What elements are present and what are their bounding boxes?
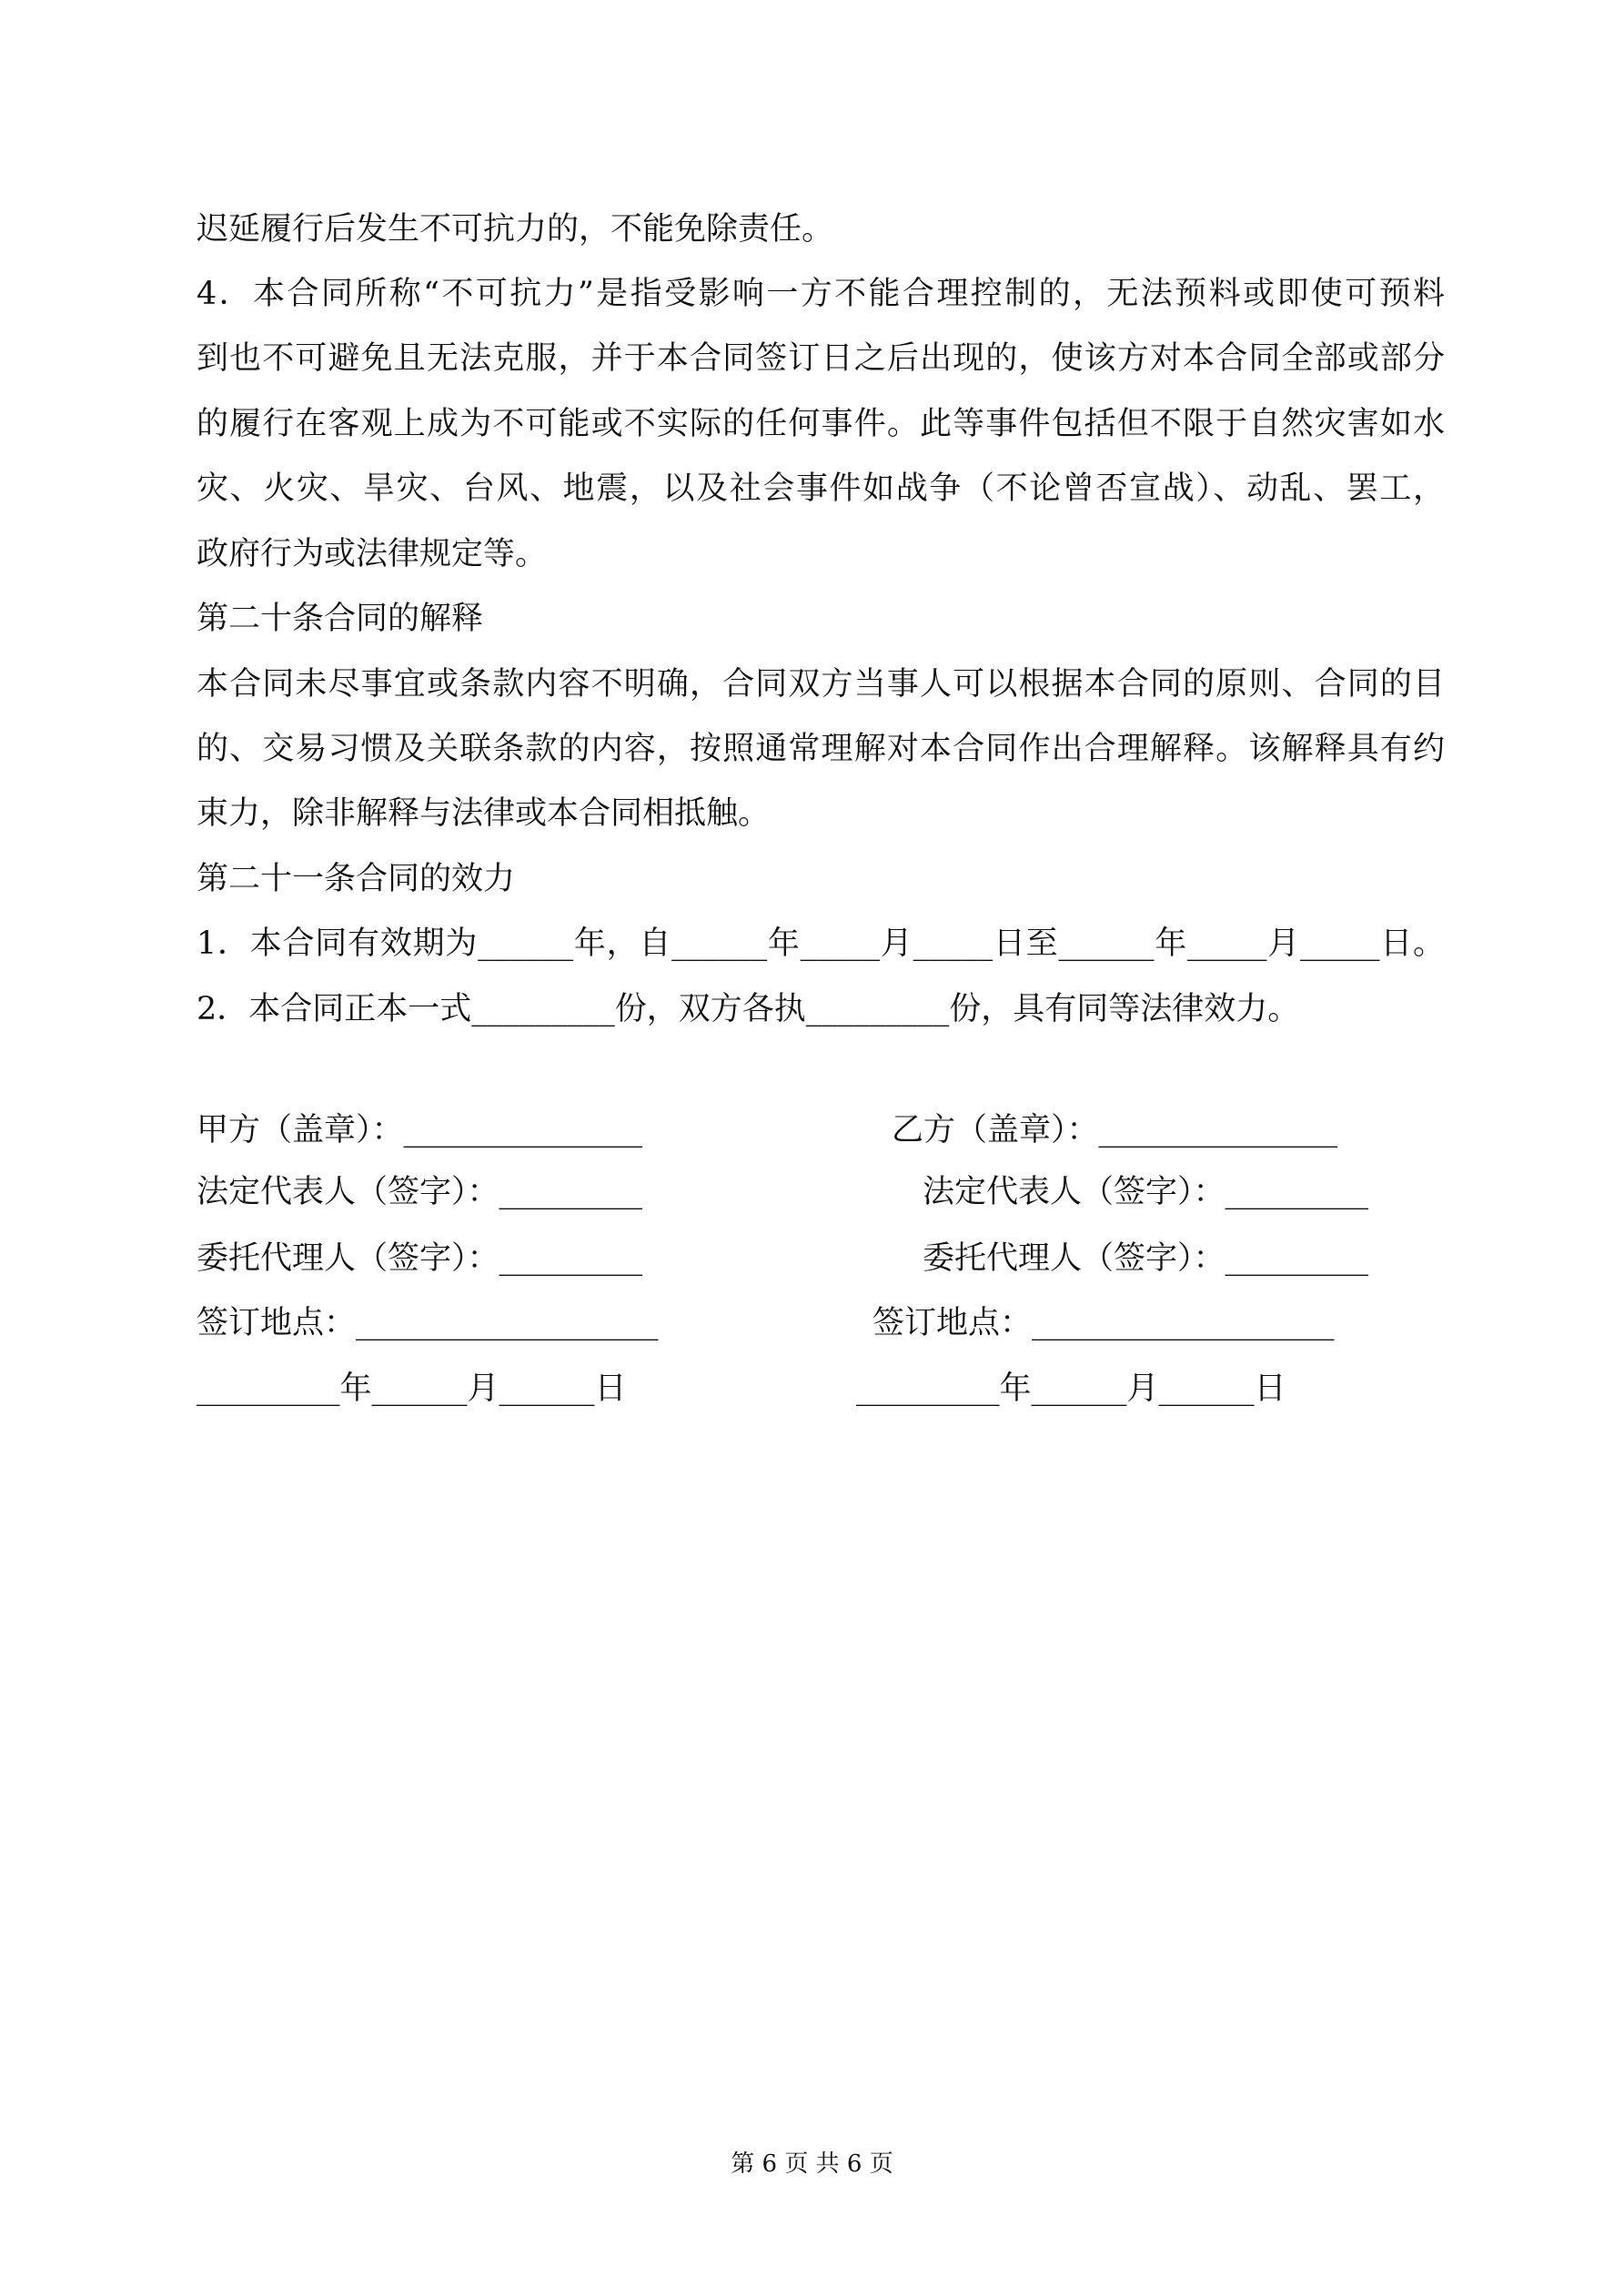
paragraph-line: 束力，除非解释与法律或本合同相抵触。 xyxy=(197,795,771,832)
paragraph-line: 4．本合同所称“不可抗力”是指受影响一方不能合理控制的，无法预料或即使可预料 xyxy=(197,276,1445,312)
section-heading: 第二十条合同的解释 xyxy=(197,601,484,637)
party-b-date-field: _________年______月______日 xyxy=(856,1371,1286,1407)
paragraph-line: 到也不可避免且无法克服，并于本合同签订日之后出现的，使该方对本合同全部或部分 xyxy=(197,340,1445,377)
section-heading: 第二十一条合同的效力 xyxy=(197,861,516,897)
paragraph-line: 的履行在客观上成为不可能或不实际的任何事件。此等事件包括但不限于自然灾害如水 xyxy=(197,406,1445,442)
party-a-seal-field: 甲方（盖章）：_______________ xyxy=(197,1112,643,1148)
party-a-place-field: 签订地点：___________________ xyxy=(197,1305,659,1341)
paragraph-line: 2．本合同正本一式_________份，双方各执_________份，具有同等法律效力。 xyxy=(197,991,1300,1027)
party-b-place-field: 签订地点：___________________ xyxy=(873,1305,1335,1341)
party-b-agent-field: 委托代理人（签字）：_________ xyxy=(923,1240,1369,1277)
party-a-agent-field: 委托代理人（签字）：_________ xyxy=(197,1240,643,1277)
party-b-seal-field: 乙方（盖章）：_______________ xyxy=(892,1112,1338,1148)
paragraph-line: 政府行为或法律规定等。 xyxy=(197,536,548,572)
paragraph-line: 1．本合同有效期为______年，自______年_____月_____日至______年_____月_____日。 xyxy=(197,925,1445,962)
page-number: 第 6 页 共 6 页 xyxy=(731,2150,893,2178)
paragraph-line: 灾、火灾、旱灾、台风、地震，以及社会事件如战争（不论曾否宣战）、动乱、罢工， xyxy=(197,470,1445,507)
party-a-legal-rep-field: 法定代表人（签字）：_________ xyxy=(197,1174,643,1210)
party-b-legal-rep-field: 法定代表人（签字）：_________ xyxy=(923,1174,1369,1210)
paragraph-line: 的、交易习惯及关联条款的内容，按照通常理解对本合同作出合理解释。该解释具有约 xyxy=(197,731,1445,767)
paragraph-line: 本合同未尽事宜或条款内容不明确，合同双方当事人可以根据本合同的原则、合同的目 xyxy=(197,666,1445,703)
party-a-date-field: _________年______月______日 xyxy=(197,1371,627,1407)
paragraph-line: 迟延履行后发生不可抗力的，不能免除责任。 xyxy=(197,211,834,248)
